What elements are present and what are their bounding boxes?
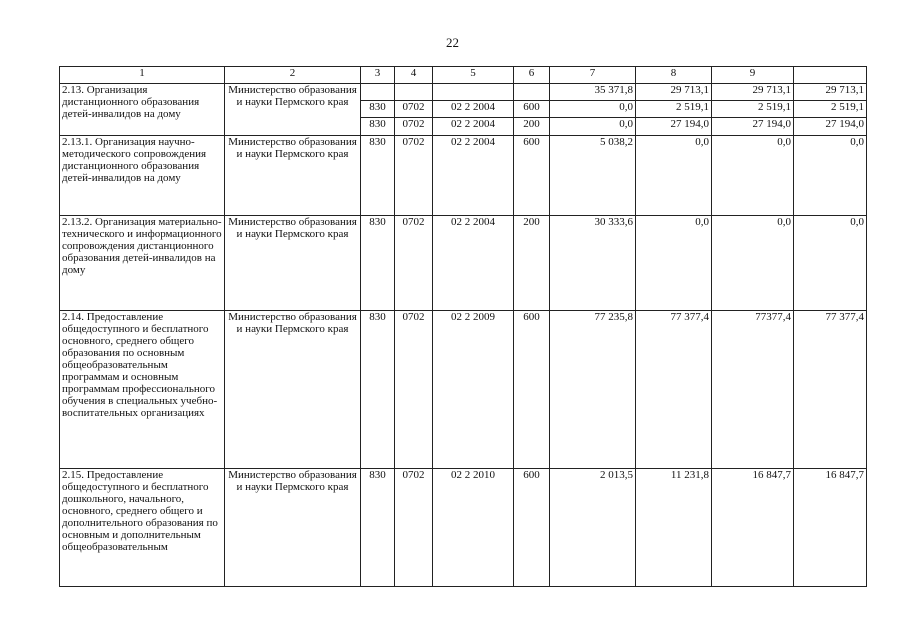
row-department: Министерство образования и науки Пермского края [225, 136, 361, 216]
value-col7-cell: 5 038,2 [550, 136, 636, 216]
ministry-code-cell: 830 [361, 136, 395, 216]
col-header-3: 3 [361, 67, 395, 84]
value-col8-cell: 11 231,8 [636, 469, 712, 587]
row-department: Министерство образования и науки Пермского края [225, 84, 361, 136]
expense-type-cell: 600 [514, 101, 550, 118]
value-col10-cell: 0,0 [794, 136, 867, 216]
row-department: Министерство образования и науки Пермского края [225, 469, 361, 587]
ministry-code-cell [361, 84, 395, 101]
target-item-cell: 02 2 2004 [433, 216, 514, 311]
value-col10-cell: 2 519,1 [794, 101, 867, 118]
table-row [60, 136, 867, 216]
value-col8-cell: 0,0 [636, 136, 712, 216]
table-row [60, 84, 867, 101]
value-col7-cell: 0,0 [550, 118, 636, 136]
ministry-code-cell: 830 [361, 469, 395, 587]
table-row [60, 469, 867, 587]
section-cell: 0702 [395, 118, 433, 136]
col-header-6: 6 [514, 67, 550, 84]
target-item-cell: 02 2 2004 [433, 118, 514, 136]
col-header-7: 7 [550, 67, 636, 84]
row-name-2-13-1: 2.13.1. Организация научно-методического сопровождения дистанционного образования детей-инвалидов на дому [60, 136, 225, 216]
col-header-2: 2 [225, 67, 361, 84]
section-cell: 0702 [395, 469, 433, 587]
target-item-cell: 02 2 2009 [433, 311, 514, 469]
col-header-9: 9 [712, 67, 794, 84]
expense-type-cell: 200 [514, 216, 550, 311]
col-header-1: 1 [60, 67, 225, 84]
value-col8-cell: 77 377,4 [636, 311, 712, 469]
value-col7-cell: 77 235,8 [550, 311, 636, 469]
value-col7-cell: 35 371,8 [550, 84, 636, 101]
value-col9-cell: 2 519,1 [712, 101, 794, 118]
target-item-cell [433, 84, 514, 101]
target-item-cell: 02 2 2004 [433, 136, 514, 216]
section-cell: 0702 [395, 216, 433, 311]
col-header-8: 8 [636, 67, 712, 84]
value-col9-cell: 77377,4 [712, 311, 794, 469]
ministry-code-cell: 830 [361, 311, 395, 469]
value-col10-cell: 0,0 [794, 216, 867, 311]
value-col9-cell: 0,0 [712, 216, 794, 311]
ministry-code-cell: 830 [361, 118, 395, 136]
target-item-cell: 02 2 2004 [433, 101, 514, 118]
expense-type-cell: 600 [514, 311, 550, 469]
ministry-code-cell: 830 [361, 216, 395, 311]
page-number: 22 [446, 35, 459, 50]
expense-type-cell: 200 [514, 118, 550, 136]
value-col7-cell: 30 333,6 [550, 216, 636, 311]
target-item-cell: 02 2 2010 [433, 469, 514, 587]
budget-table [59, 66, 867, 587]
row-department: Министерство образования и науки Пермского края [225, 311, 361, 469]
section-cell: 0702 [395, 311, 433, 469]
col-header-4: 4 [395, 67, 433, 84]
value-col8-cell: 2 519,1 [636, 101, 712, 118]
value-col10-cell: 77 377,4 [794, 311, 867, 469]
value-col8-cell: 27 194,0 [636, 118, 712, 136]
table-row [60, 216, 867, 311]
expense-type-cell: 600 [514, 136, 550, 216]
row-name-2-13-2: 2.13.2. Организация материально-технического и информационного сопровождения дистанционного образования детей-инвалидов на дому [60, 216, 225, 311]
col-header-5: 5 [433, 67, 514, 84]
section-cell [395, 84, 433, 101]
col-header-10 [794, 67, 867, 84]
table-row [60, 311, 867, 469]
value-col10-cell: 16 847,7 [794, 469, 867, 587]
expense-type-cell: 600 [514, 469, 550, 587]
row-name-2-15: 2.15. Предоставление общедоступного и бесплатного дошкольного, начального, основного, среднего общего и дополнительного образования по основным и дополнительным общеобразовательным [60, 469, 225, 587]
row-department: Министерство образования и науки Пермского края [225, 216, 361, 311]
value-col7-cell: 0,0 [550, 101, 636, 118]
value-col10-cell: 29 713,1 [794, 84, 867, 101]
expense-type-cell [514, 84, 550, 101]
header-row [60, 67, 867, 84]
value-col9-cell: 16 847,7 [712, 469, 794, 587]
row-name-2-13: 2.13. Организация дистанционного образования детей-инвалидов на дому [60, 84, 225, 136]
value-col8-cell: 29 713,1 [636, 84, 712, 101]
value-col9-cell: 29 713,1 [712, 84, 794, 101]
ministry-code-cell: 830 [361, 101, 395, 118]
value-col10-cell: 27 194,0 [794, 118, 867, 136]
value-col9-cell: 27 194,0 [712, 118, 794, 136]
section-cell: 0702 [395, 136, 433, 216]
value-col7-cell: 2 013,5 [550, 469, 636, 587]
value-col9-cell: 0,0 [712, 136, 794, 216]
section-cell: 0702 [395, 101, 433, 118]
row-name-2-14: 2.14. Предоставление общедоступного и бесплатного основного, среднего общего образования по основным общеобразовательным программам и основным программам профессионального обучения в специальных учебно-воспитательных организациях [60, 311, 225, 469]
value-col8-cell: 0,0 [636, 216, 712, 311]
